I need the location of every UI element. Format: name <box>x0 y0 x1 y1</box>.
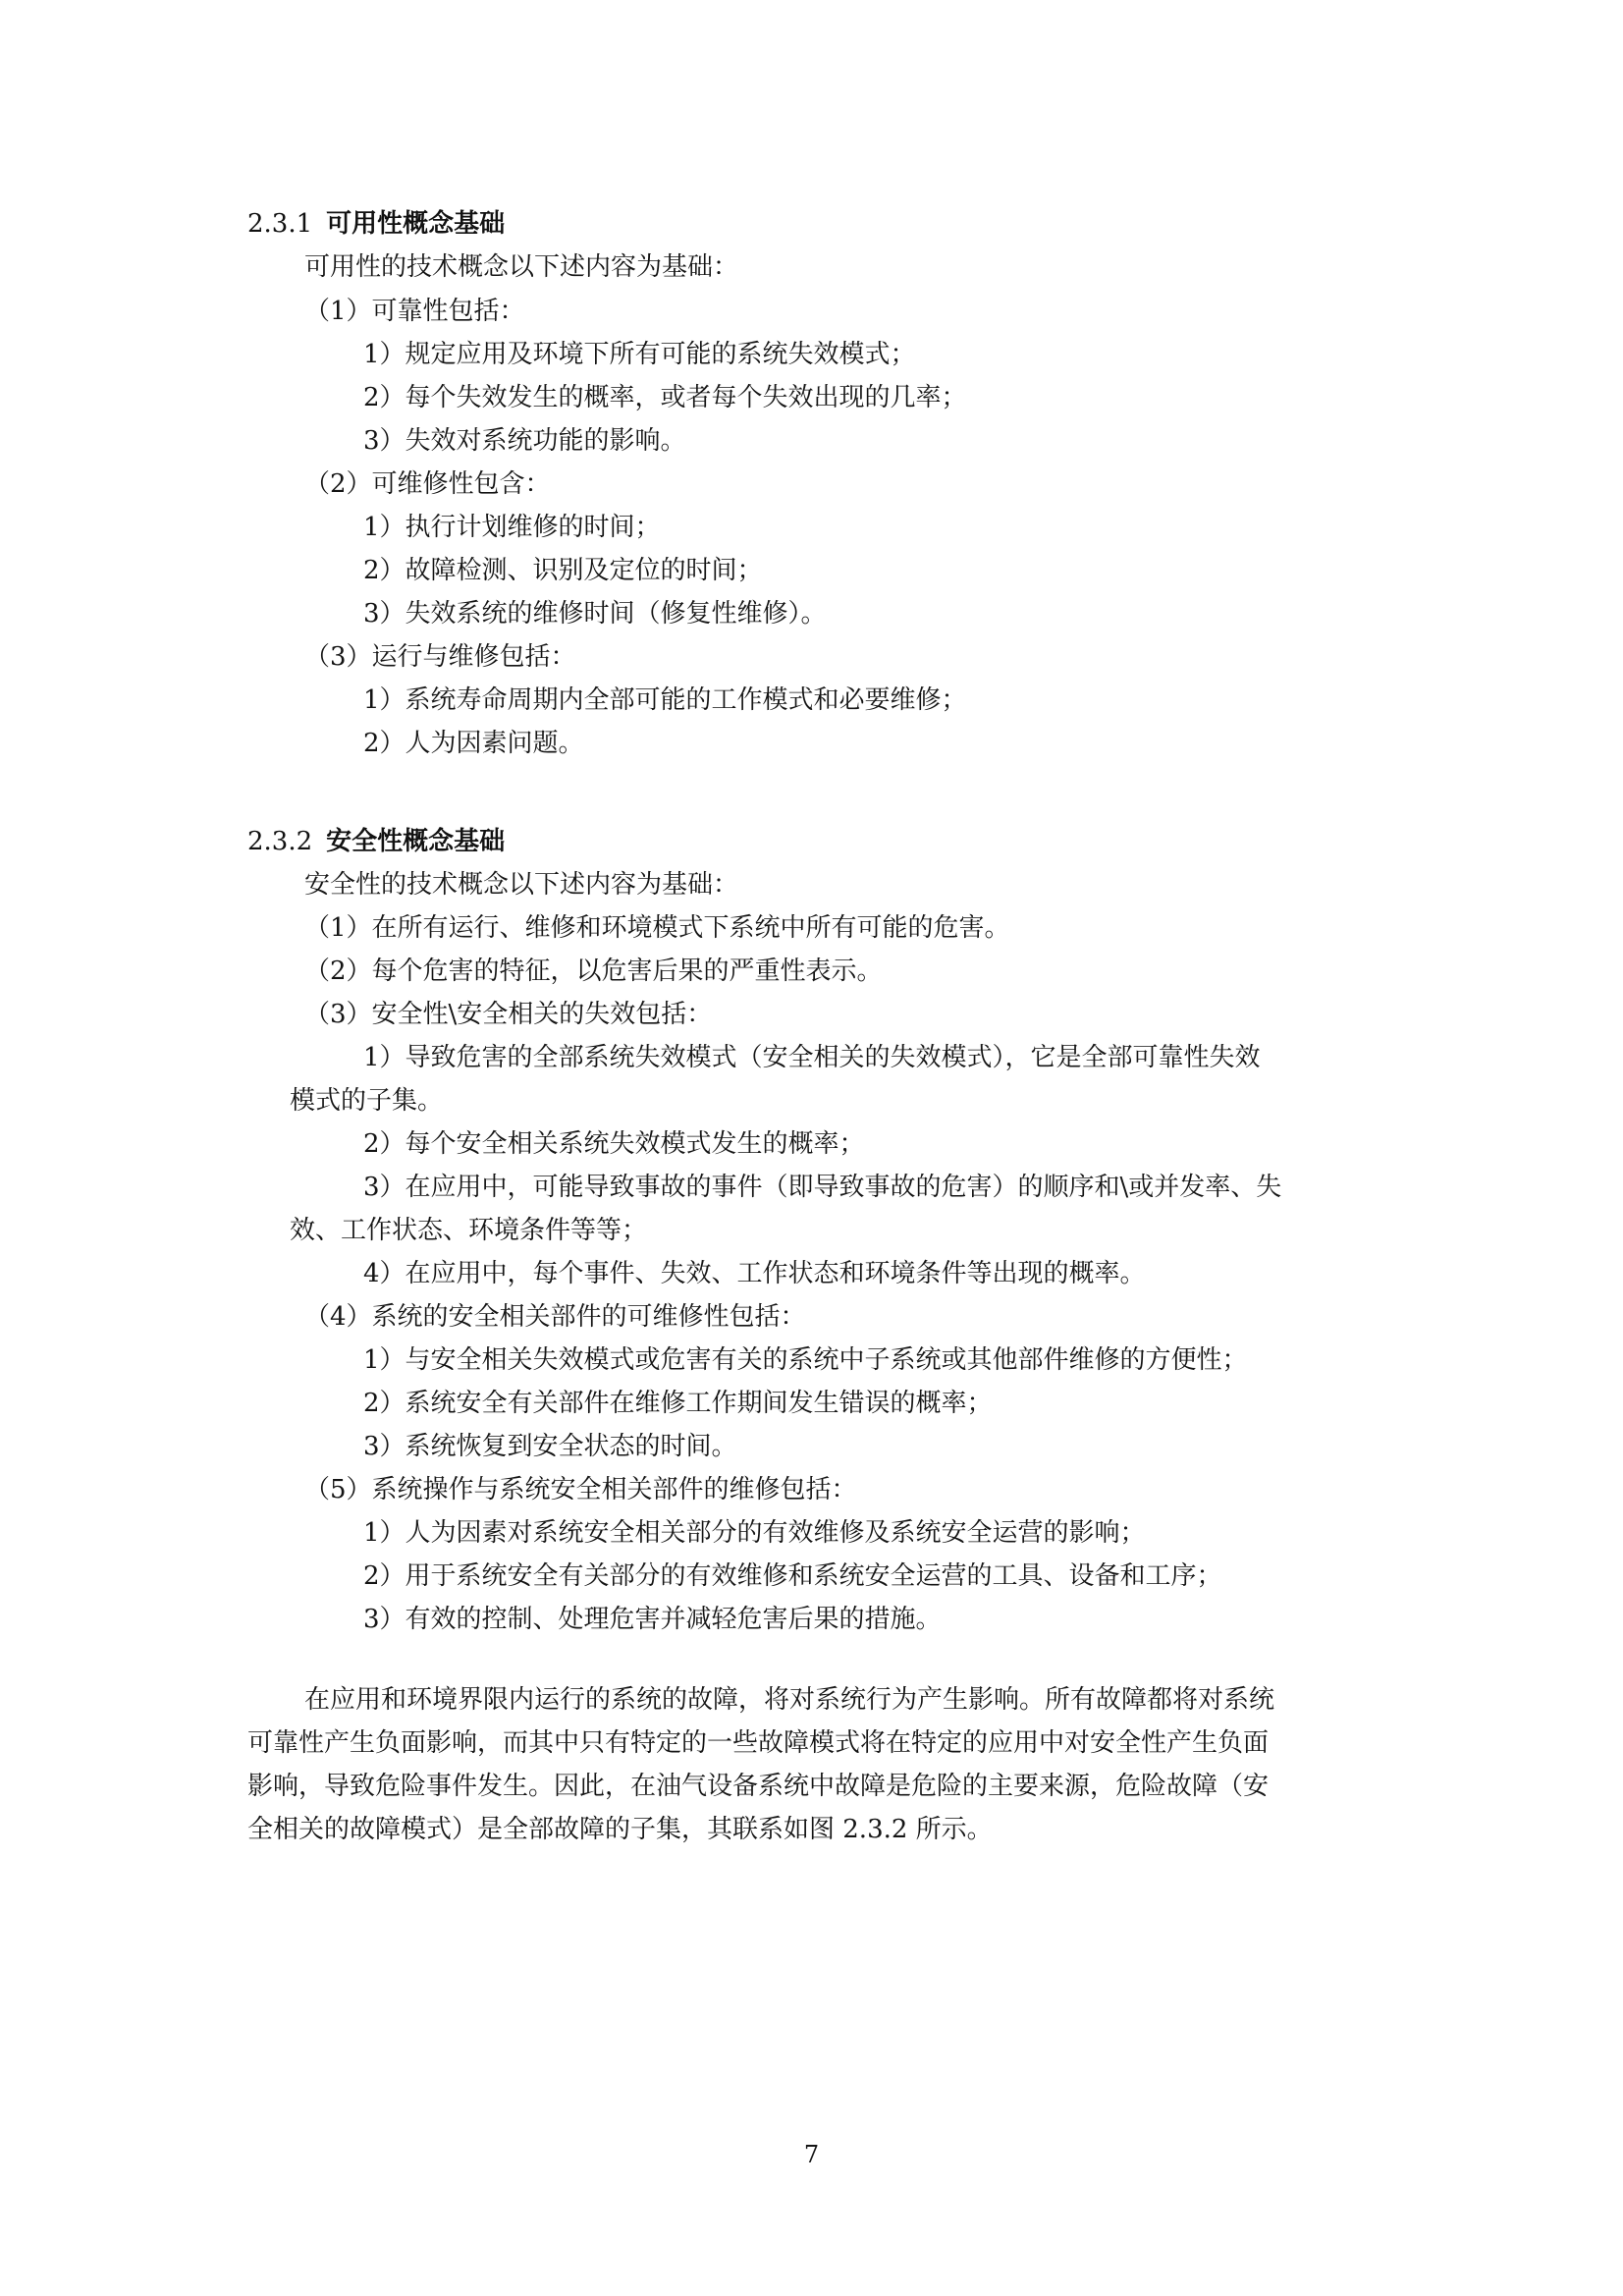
text-line: 1）系统寿命周期内全部可能的工作模式和必要维修； <box>363 685 967 715</box>
text-line: 4）在应用中，每个事件、失效、工作状态和环境条件等出现的概率。 <box>363 1259 1146 1288</box>
paragraph-line: 可靠性产生负面影响，而其中只有特定的一些故障模式将在特定的应用中对安全性产生负面 <box>247 1728 1270 1758</box>
text-line: （1）在所有运行、维修和环境模式下系统中所有可能的危害。 <box>304 913 1010 943</box>
text-line: 2）人为因素问题。 <box>363 729 584 758</box>
page-number: 7 <box>803 2141 820 2168</box>
text-line: 模式的子集。 <box>290 1086 444 1116</box>
paragraph-line: 全相关的故障模式）是全部故障的子集，其联系如图 2.3.2 所示。 <box>247 1815 993 1844</box>
text-line: 2）每个失效发生的概率，或者每个失效出现的几率； <box>363 383 967 412</box>
paragraph-line: 影响，导致危险事件发生。因此，在油气设备系统中故障是危险的主要来源，危险故障（安 <box>247 1772 1270 1801</box>
section-heading <box>247 202 505 246</box>
text-line: 安全性的技术概念以下述内容为基础： <box>304 870 739 900</box>
text-line: （2）每个危害的特征，以危害后果的严重性表示。 <box>304 957 883 986</box>
text-line: 3）在应用中，可能导致事故的事件（即导致事故的危害）的顺序和\或并发率、失 <box>363 1173 1282 1202</box>
text-line: 效、工作状态、环境条件等等； <box>290 1216 648 1245</box>
text-line: 3）有效的控制、处理危害并减轻危害后果的措施。 <box>363 1605 942 1634</box>
text-line: （3）安全性\安全相关的失效包括： <box>304 1000 713 1029</box>
text-line: 1）人为因素对系统安全相关部分的有效维修及系统安全运营的影响； <box>363 1518 1146 1548</box>
text-line: （1）可靠性包括： <box>304 297 525 326</box>
section-title: 可用性概念基础 <box>326 209 506 239</box>
section-heading <box>247 820 505 863</box>
text-line: 3）系统恢复到安全状态的时间。 <box>363 1432 737 1461</box>
text-line: 1）执行计划维修的时间； <box>363 513 661 542</box>
text-line: 可用性的技术概念以下述内容为基础： <box>304 252 739 282</box>
text-line: 3）失效对系统功能的影响。 <box>363 426 686 456</box>
section-title: 安全性概念基础 <box>326 827 506 856</box>
text-line: 1）规定应用及环境下所有可能的系统失效模式； <box>363 340 916 369</box>
text-line: 1）与安全相关失效模式或危害有关的系统中子系统或其他部件维修的方便性； <box>363 1345 1248 1375</box>
text-line: 2）每个安全相关系统失效模式发生的概率； <box>363 1129 865 1159</box>
text-line: 2）系统安全有关部件在维修工作期间发生错误的概率； <box>363 1389 993 1418</box>
text-line: （3）运行与维修包括： <box>304 642 576 672</box>
text-line: （2）可维修性包含： <box>304 469 551 499</box>
text-line: 2）故障检测、识别及定位的时间； <box>363 556 763 585</box>
paragraph-line: 在应用和环境界限内运行的系统的故障，将对系统行为产生影响。所有故障都将对系统 <box>304 1685 1275 1715</box>
text-line: 1）导致危害的全部系统失效模式（安全相关的失效模式），它是全部可靠性失效 <box>363 1043 1261 1072</box>
text-line: （4）系统的安全相关部件的可维修性包括： <box>304 1302 806 1332</box>
section-number: 2.3.1 <box>247 209 313 239</box>
text-line: （5）系统操作与系统安全相关部件的维修包括： <box>304 1475 857 1504</box>
text-line: 2）用于系统安全有关部分的有效维修和系统安全运营的工具、设备和工序； <box>363 1561 1222 1591</box>
section-number: 2.3.2 <box>247 827 313 856</box>
text-line: 3）失效系统的维修时间（修复性维修）。 <box>363 599 827 629</box>
